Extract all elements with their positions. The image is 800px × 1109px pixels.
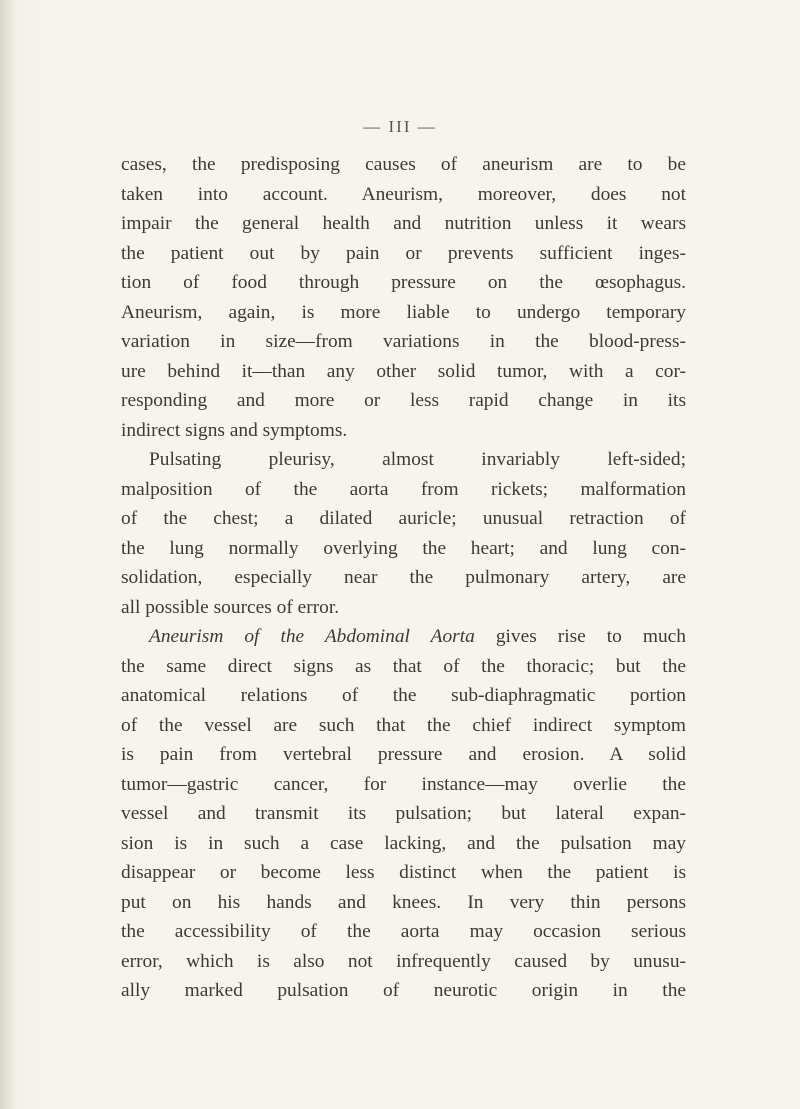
text-line: malposition of the aorta from rickets; malformation xyxy=(121,478,686,500)
text-line: cases, the predisposing causes of aneurism are to be xyxy=(121,154,686,175)
text-line: ally marked pulsation of neurotic origin in the xyxy=(121,980,686,1001)
text-line: the lung normally overlying the heart; and lung con- xyxy=(121,537,686,559)
text-line: Aneurism, again, is more liable to undergo temporary xyxy=(121,301,686,323)
text-line: the accessibility of the aorta may occasion serious xyxy=(121,921,686,942)
text-line: responding and more or less rapid change in its xyxy=(121,390,686,411)
text-line: is pain from vertebral pressure and erosion. A solid xyxy=(121,744,686,765)
page-spine-shadow xyxy=(0,0,14,1109)
text-line: tion of food through pressure on the œsophagus. xyxy=(121,272,686,293)
text-line: taken into account. Aneurism, moreover, does not xyxy=(121,183,686,205)
text-line: impair the general health and nutrition unless it wears xyxy=(121,213,686,234)
text-line: all possible sources of error. xyxy=(121,596,340,618)
text-line-with-heading xyxy=(121,622,686,652)
text-line: the same direct signs as that of the thoracic; but the xyxy=(121,655,686,677)
italic-heading: Aneurism of the Abdominal Aorta xyxy=(149,626,475,647)
text-line: put on his hands and knees. In very thin persons xyxy=(121,891,686,913)
body-text xyxy=(121,150,686,1006)
text-line: variation in size—from variations in the blood-press- xyxy=(121,331,686,352)
text-line: Pulsating pleurisy, almost invariably left-sided; xyxy=(149,449,686,470)
text-line: vessel and transmit its pulsation; but lateral expan- xyxy=(121,803,686,824)
heading-continuation: gives rise to much xyxy=(495,626,686,647)
text-line: tumor—gastric cancer, for instance—may overlie the xyxy=(121,773,686,795)
text-line: error, which is also not infrequently caused by unusu- xyxy=(121,950,686,972)
text-line: sion is in such a case lacking, and the pulsation may xyxy=(121,832,686,854)
text-line: of the chest; a dilated auricle; unusual retraction of xyxy=(121,508,686,529)
page-number-header: — III — xyxy=(363,117,437,136)
text-line: indirect signs and symptoms. xyxy=(121,419,348,441)
text-line: anatomical relations of the sub-diaphragmatic portion xyxy=(121,685,686,706)
text-line: disappear or become less distinct when the patient is xyxy=(121,862,686,883)
text-line: solidation, especially near the pulmonary artery, are xyxy=(121,567,686,588)
text-line: ure behind it—than any other solid tumor, with a cor- xyxy=(121,360,686,382)
text-line: of the vessel are such that the chief indirect symptom xyxy=(121,714,686,736)
text-line: the patient out by pain or prevents sufficient inges- xyxy=(121,242,686,264)
